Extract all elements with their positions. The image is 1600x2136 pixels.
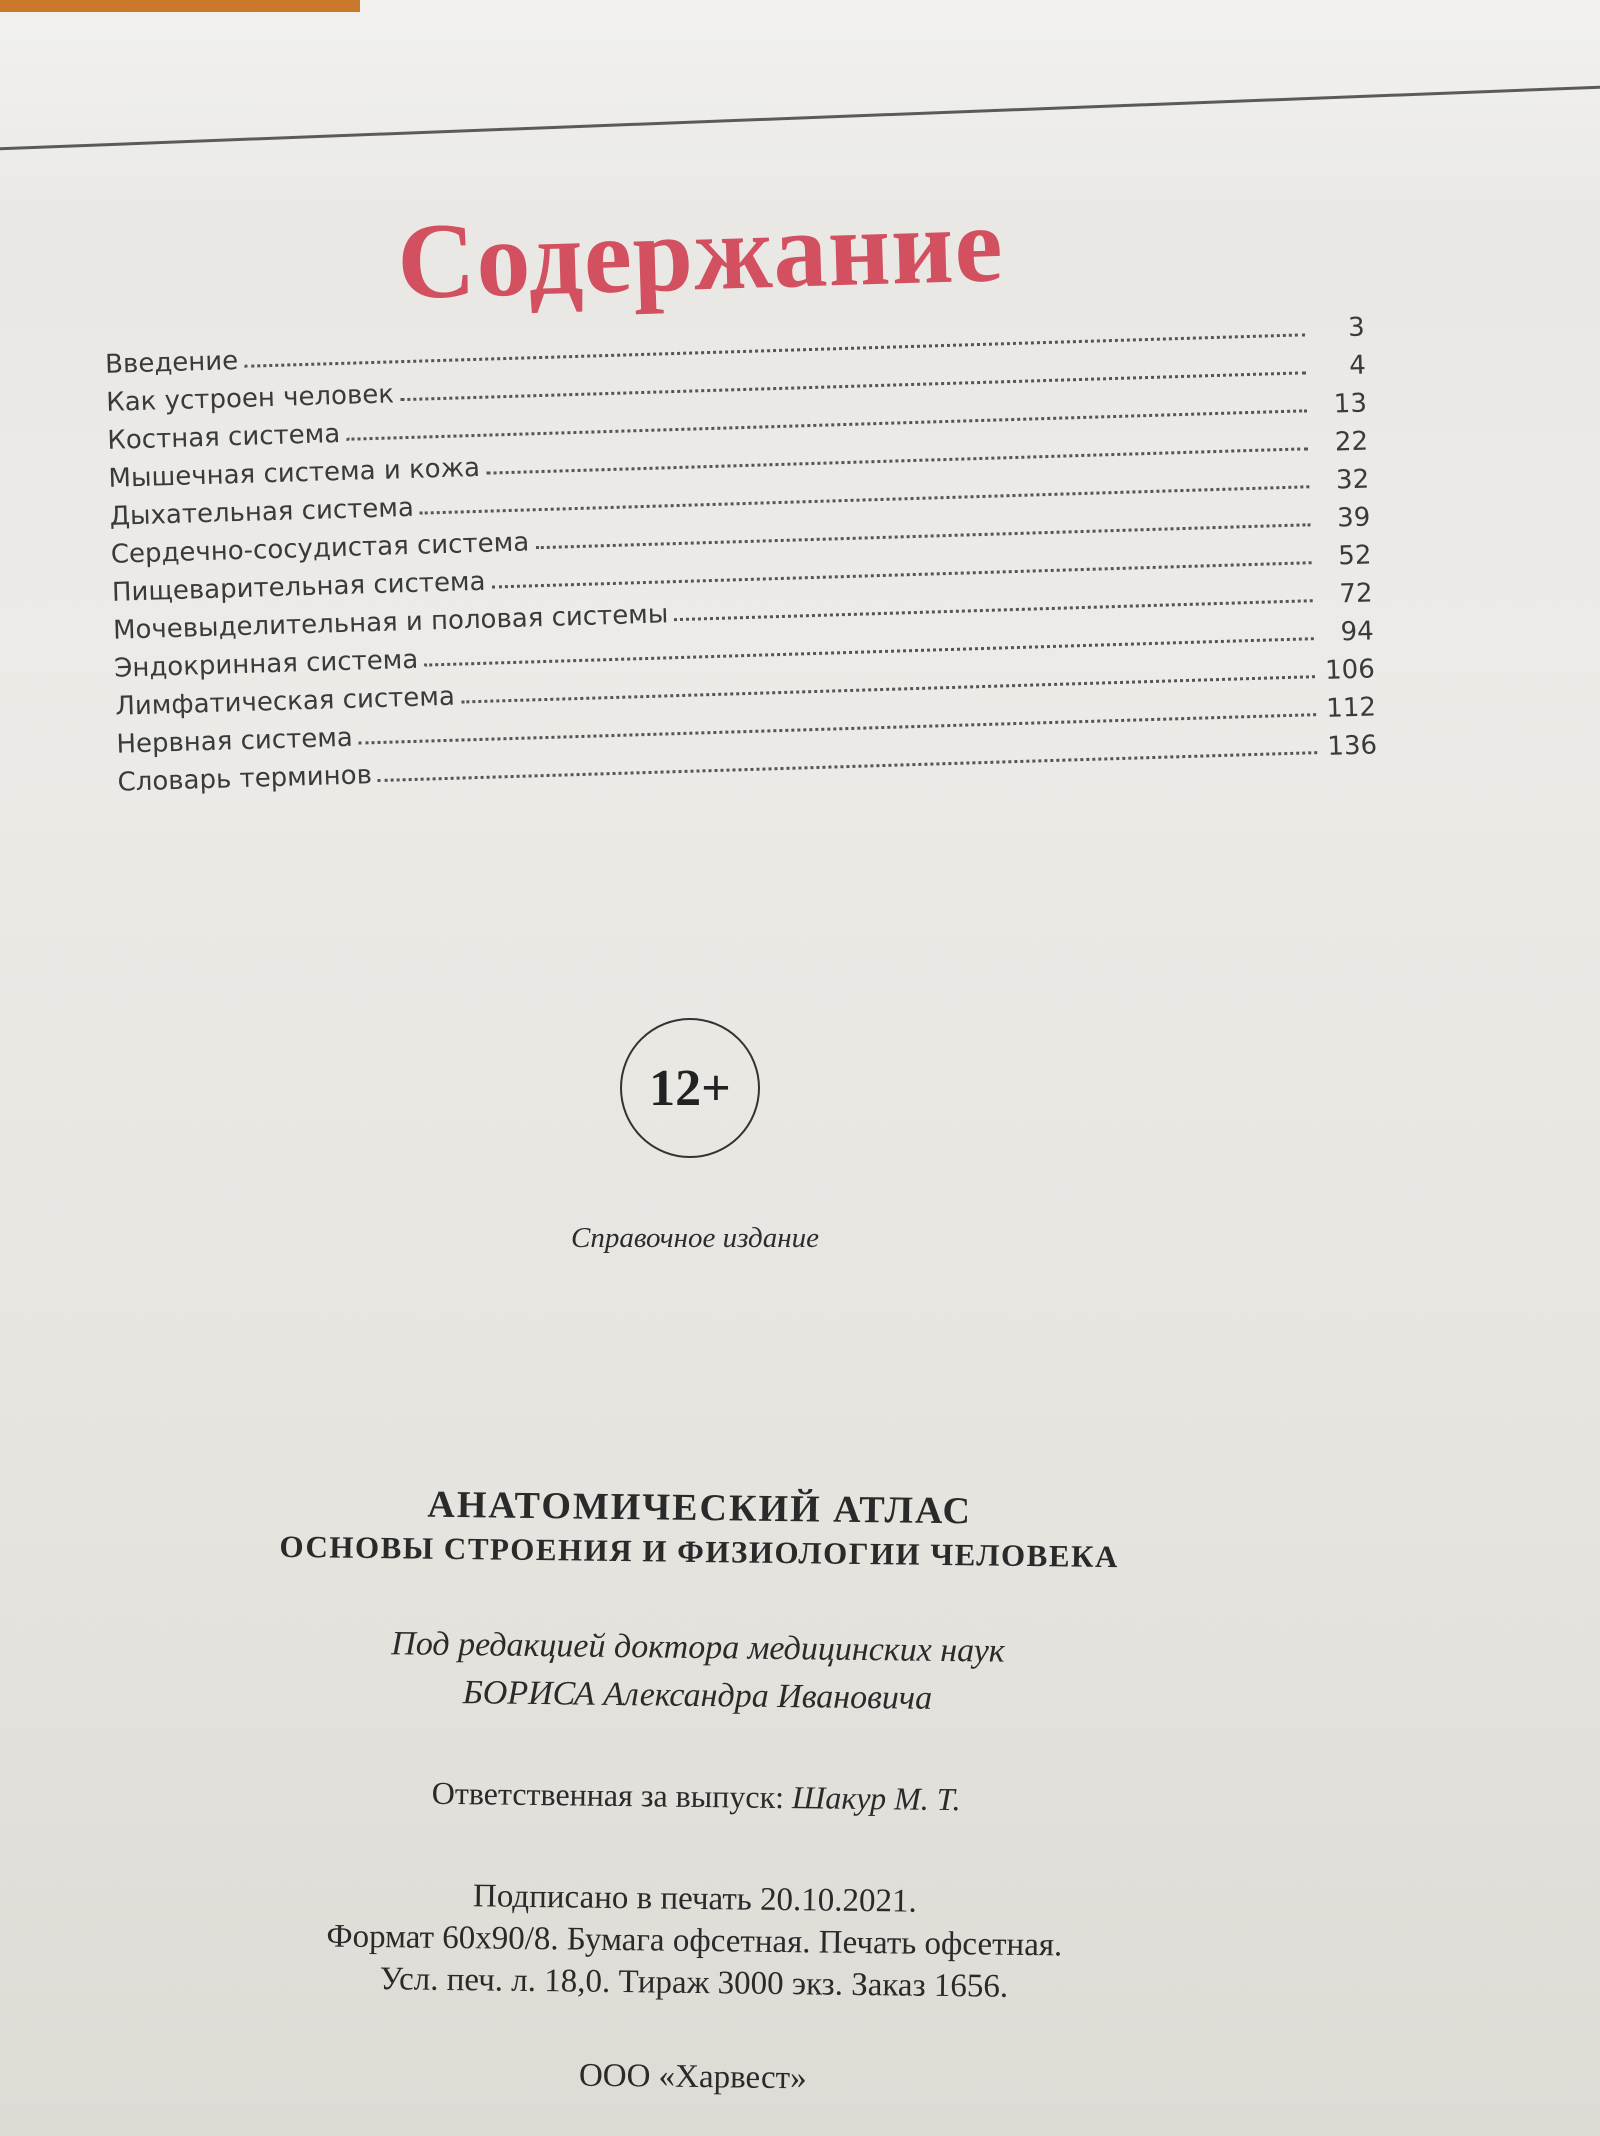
toc-entry-label: Словарь терминов [117, 760, 373, 798]
book-cover-corner [0, 0, 360, 12]
toc-entry-page: 39 [1336, 502, 1371, 534]
toc-list [105, 305, 1378, 798]
toc-entry-label: Мочевыделительная и половая системы [112, 599, 669, 646]
toc-entry-label: Лимфатическая система [114, 681, 456, 722]
toc-entry-page: 3 [1347, 312, 1366, 344]
colophon [0, 1475, 1400, 2106]
toc-entry-label: Нервная система [116, 722, 354, 760]
toc-title: Содержание [395, 185, 1006, 323]
toc-entry-page: 72 [1339, 578, 1373, 610]
book-subtitle: ОСНОВЫ СТРОЕНИЯ И ФИЗИОЛОГИИ ЧЕЛОВЕКА [279, 1528, 1120, 1575]
edition-type: Справочное издание [570, 1222, 819, 1254]
toc-entry-label: Эндокринная система [113, 644, 419, 684]
toc-entry-page: 4 [1348, 350, 1367, 382]
editor-line: Под редакцией доктора медицинских наук [391, 1625, 1005, 1670]
book-title: АНАТОМИЧЕСКИЙ АТЛАС [427, 1483, 973, 1533]
toc-entry-page: 94 [1340, 616, 1375, 648]
toc-entry-label: Как устроен человек [105, 379, 395, 418]
responsible-person: Шакур М. Т. [791, 1779, 961, 1818]
table-of-contents [100, 153, 1380, 870]
age-rating-badge: 12+ [620, 1018, 760, 1158]
toc-entry-page: 52 [1337, 540, 1372, 572]
print-info-line: Формат 60х90/8. Бумага офсетная. Печать офсетная. [326, 1918, 1063, 1964]
responsible-label: Ответственная за выпуск: [431, 1774, 785, 1816]
toc-leader-dots [378, 750, 1317, 782]
toc-entry-label: Сердечно-сосудистая система [110, 527, 530, 570]
print-info-line: Усл. печ. л. 18,0. Тираж 3000 экз. Заказ 1656. [379, 1961, 1009, 2005]
toc-entry-label: Пищеварительная система [111, 566, 486, 608]
toc-entry-label: Дыхательная система [109, 492, 415, 532]
toc-entry-page: 22 [1334, 426, 1369, 458]
toc-entry-label: Костная система [107, 418, 341, 456]
toc-entry-page: 112 [1325, 692, 1377, 724]
publisher-name: ООО «Харвест» [578, 2057, 807, 2097]
toc-entry-page: 106 [1324, 654, 1376, 686]
toc-entry-page: 136 [1326, 730, 1378, 762]
editor-name: БОРИСА Александра Ивановича [462, 1674, 933, 1717]
toc-entry-page: 13 [1333, 388, 1368, 420]
print-info-line: Подписано в печать 20.10.2021. [472, 1878, 918, 1920]
toc-entry-label: Введение [104, 345, 239, 380]
toc-entry-label: Мышечная система и кожа [108, 452, 481, 494]
toc-entry-page: 32 [1335, 464, 1370, 496]
